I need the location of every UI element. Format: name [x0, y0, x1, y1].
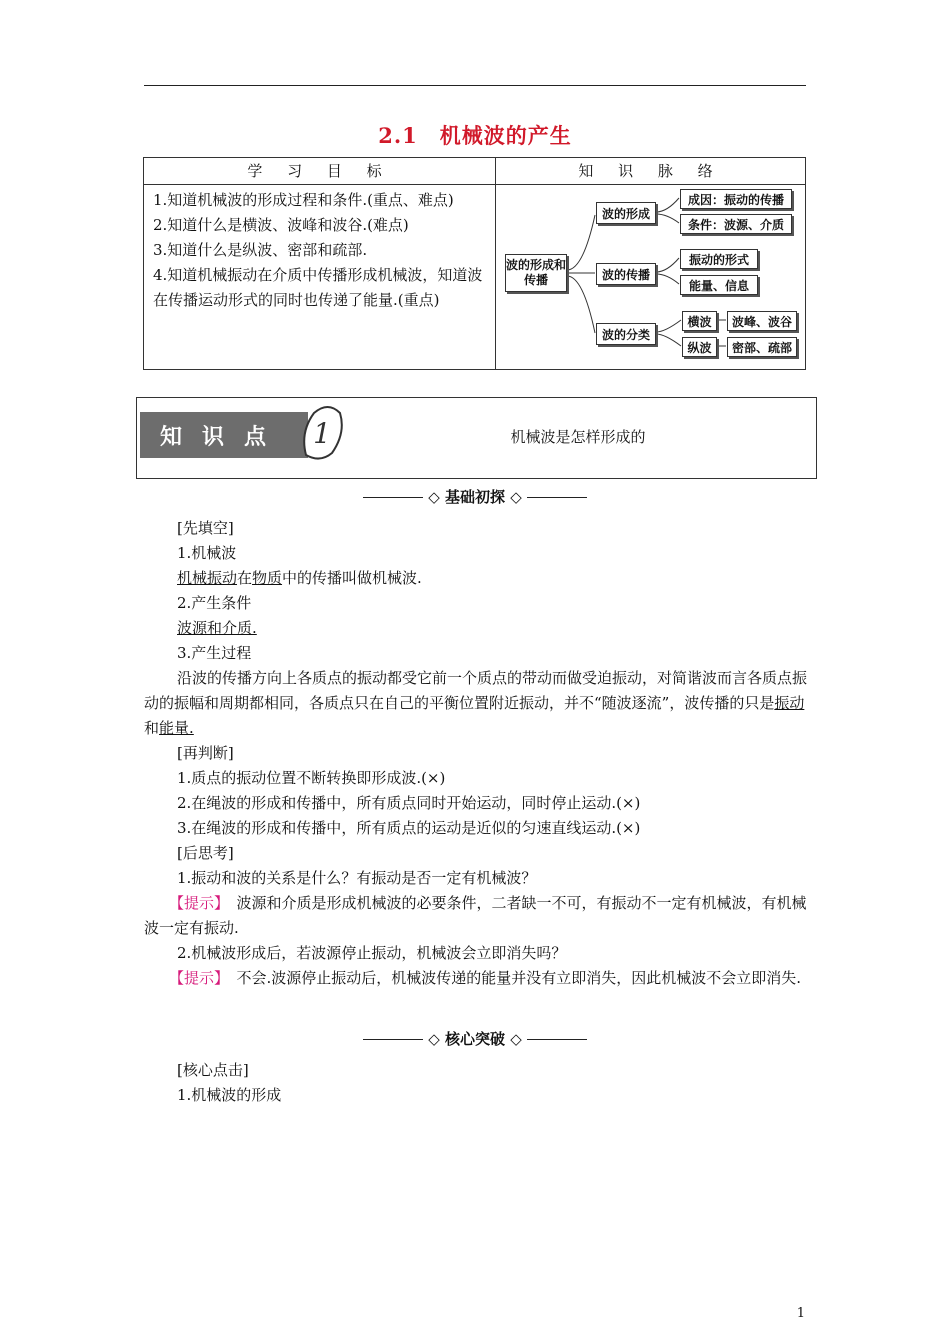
- map-formation-node: 波的形成: [596, 202, 656, 224]
- judge-item: 3.在绳波的形成和传播中，所有质点的运动是近似的匀速直线运动.(×): [177, 819, 641, 837]
- map-condition-node: 条件：波源、介质: [680, 214, 792, 234]
- item-body: [144, 666, 808, 741]
- goals-list: [153, 188, 489, 313]
- map-energy-node: 能量、信息: [680, 275, 758, 295]
- text-span: 沿波的传播方向上各质点的振动都受它前一个质点的带动而做受迫振动，对简谐波而言各质点振动的振幅和周期都相同，各质点只在自己的平衡位置附近振动，并不“随波逐流”，波传播的只是: [144, 669, 808, 712]
- text-span: 在: [237, 569, 253, 587]
- body-text: [144, 516, 808, 991]
- map-transverse-node: 横波: [682, 311, 717, 331]
- section-heading-basics: [0, 486, 950, 507]
- objectives-table: [143, 157, 806, 370]
- knowledge-point-title: 机械波是怎样形成的: [510, 428, 646, 446]
- answer-underlined: 振动: [774, 694, 805, 712]
- answer-underlined: 物质: [252, 569, 283, 587]
- map-transverse-parts-node: 波峰、波谷: [727, 311, 797, 331]
- hint-label: 【提示】: [169, 894, 222, 912]
- knowledge-point-label: 知识点: [140, 412, 308, 458]
- think-heading: [后思考]: [177, 844, 234, 862]
- goal-item: 4.知道机械振动在介质中传播形成机械波，知道波在传播运动形式的同时也传递了能量.(重点): [153, 266, 483, 309]
- text-span: 不会.波源停止振动后，机械波传递的能量并没有立即消失，因此机械波不会立即消失.: [221, 969, 802, 987]
- knowledge-point-number: 1: [313, 417, 331, 450]
- text-span: 波源和介质是形成机械波的必要条件，二者缺一不可，有振动不一定有机械波，有机械波一定有振动.: [144, 894, 807, 937]
- answer: [144, 891, 808, 941]
- judge-item: 2.在绳波的形成和传播中，所有质点同时开始运动，同时停止运动.(×): [177, 794, 641, 812]
- heading-rule-right: [527, 1039, 587, 1040]
- map-header: 知 识 脉 络: [578, 162, 723, 180]
- item-body: [144, 566, 808, 591]
- text-span: 和: [144, 719, 160, 737]
- map-longitudinal-parts-node: 密部、疏部: [727, 337, 797, 357]
- section-heading-core-text: ◇ 核心突破 ◇: [428, 1030, 522, 1048]
- judge-item: 1.质点的振动位置不断转换即形成波.(×): [177, 769, 446, 787]
- heading-rule-left: [363, 1039, 423, 1040]
- map-form-node: 振动的形式: [680, 249, 758, 269]
- question: 1.振动和波的关系是什么？有振动是否一定有机械波？: [177, 869, 537, 887]
- answer-underlined: 波源和介质.: [177, 619, 257, 637]
- section-heading-basics-text: ◇ 基础初探 ◇: [428, 488, 522, 506]
- map-propagation-node: 波的传播: [596, 263, 656, 285]
- section-heading-core: [0, 1028, 950, 1049]
- core-text: [144, 1058, 808, 1108]
- core-item: 1.机械波的形成: [177, 1086, 282, 1104]
- core-heading: [核心点击]: [177, 1061, 249, 1079]
- knowledge-point-number-badge: [300, 403, 344, 461]
- goal-item: 2.知道什么是横波、波峰和波谷.(难点): [153, 216, 409, 234]
- map-root-node: 波的形成和传播: [505, 254, 567, 292]
- item-heading: 3.产生过程: [177, 644, 252, 662]
- item-heading: 2.产生条件: [177, 594, 252, 612]
- heading-rule-right: [527, 497, 587, 498]
- knowledge-map: [495, 185, 806, 371]
- hint-label: 【提示】: [169, 969, 222, 987]
- fill-blank-heading: [先填空]: [177, 519, 234, 537]
- judge-heading: [再判断]: [177, 744, 234, 762]
- answer: [144, 966, 808, 991]
- text-span: 中的传播叫做机械波.: [282, 569, 422, 587]
- item-heading: 1.机械波: [177, 544, 237, 562]
- goals-header: 学 习 目 标: [247, 162, 392, 180]
- goal-item: 1.知道机械波的形成过程和条件.(重点、难点): [153, 191, 454, 209]
- page-number: 1: [796, 1306, 805, 1321]
- answer-underlined: 机械振动: [177, 569, 238, 587]
- answer-underlined: 能量.: [159, 719, 194, 737]
- top-rule: [144, 85, 806, 86]
- question: 2.机械波形成后，若波源停止振动，机械波会立即消失吗？: [177, 944, 567, 962]
- heading-rule-left: [363, 497, 423, 498]
- page-title: 2.1 机械波的产生: [378, 123, 572, 148]
- item-body: [144, 616, 808, 641]
- map-cause-node: 成因：振动的传播: [680, 189, 792, 209]
- goal-item: 3.知道什么是纵波、密部和疏部.: [153, 241, 368, 259]
- map-classification-node: 波的分类: [596, 323, 656, 345]
- map-longitudinal-node: 纵波: [682, 337, 717, 357]
